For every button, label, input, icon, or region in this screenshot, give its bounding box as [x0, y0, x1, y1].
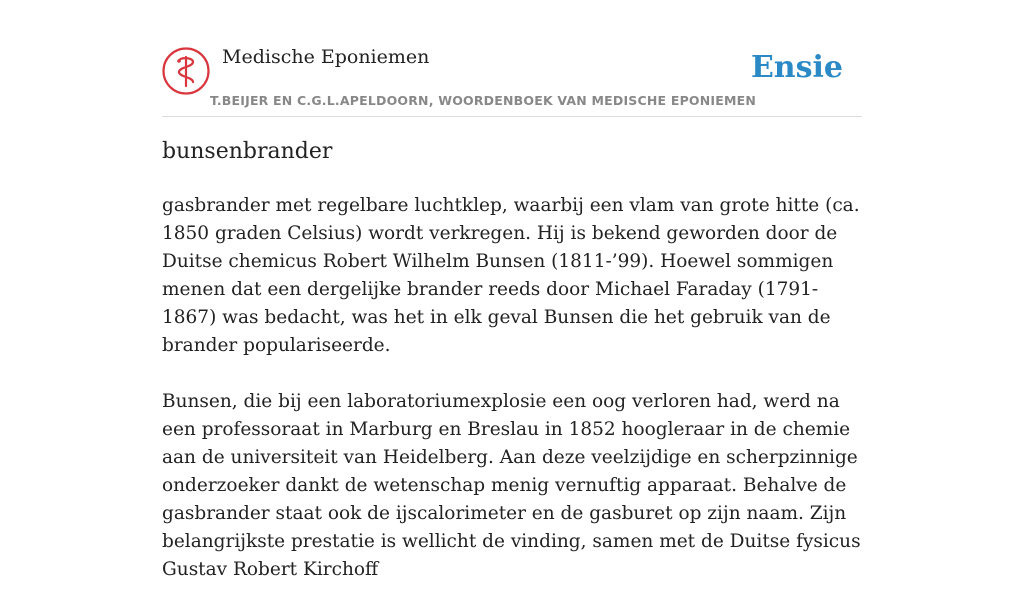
entry-title: bunsenbrander	[162, 139, 333, 164]
definition-paragraph: gasbrander met regelbare luchtklep, waarbij een vlam van grote hitte (ca. 1850 graden Celsius) wordt verkregen. Hij is bekend geworden door de Duitse chemicus Robert Wilhelm Bunsen (1811-’99). Hoewel sommigen menen dat een dergelijke brander reeds door Michael Faraday (1791-1867) was bedacht, was het in elk geval Bunsen die het gebruik van de brander populariseerde.	[162, 195, 860, 356]
dictionary-header	[162, 44, 862, 117]
ensie-logo[interactable]: Ensie	[750, 50, 843, 85]
dictionary-source: T.BEIJER EN C.G.L.APELDOORN, WOORDENBOEK VAN MEDISCHE EPONIEMEN	[210, 93, 757, 108]
dictionary-title[interactable]: Medische Eponiemen	[222, 46, 430, 68]
caduceus-icon[interactable]	[162, 47, 210, 95]
entry-definition	[162, 192, 862, 612]
definition-paragraph: Bunsen, die bij een laboratoriumexplosie een oog verloren had, werd na een professoraat in Marburg en Breslau in 1852 hoogleraar in de chemie aan de universiteit van Heidelberg. Aan deze veelzijdige en scherpzinnige onderzoeker dankt de wetenschap menig vernuftig apparaat. Behalve de gasbrander staat ook de ijscalorimeter en de gasburet op zijn naam. Zijn belangrijkste prestatie is wellicht de vinding, samen met de Duitse fysicus Gustav Robert Kirchoff	[162, 391, 861, 580]
